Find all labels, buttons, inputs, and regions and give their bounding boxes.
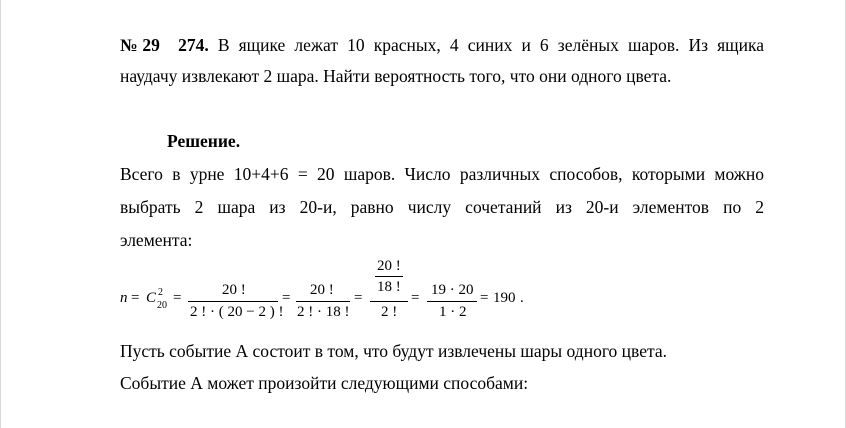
problem-text-1: В ящике лежат 10 красных, 4 синих и 6 зелёных шаров. Из ящика (217, 35, 765, 55)
frac3-bar (370, 301, 408, 302)
formula-lhs: n (120, 290, 128, 306)
formula-eq-2: = (173, 290, 182, 306)
problem-sub-number: 274. (178, 35, 209, 55)
formula-c-sup: 2 (158, 287, 163, 298)
formula-result: 190 (493, 290, 516, 306)
frac4-numerator: 19 · 20 (431, 282, 474, 298)
combination-formula (118, 258, 538, 324)
frac1-numerator: 20 ! (222, 282, 246, 298)
solution-para1-line1: Всего в урне 10+4+6 = 20 шаров. Число различных способов, которыми можно (120, 164, 764, 184)
formula-c-sub: 20 (157, 300, 167, 311)
frac3-denominator: 2 ! (381, 304, 398, 320)
solution-para1-line2: выбрать 2 шара из 20-и, равно числу сочетаний из 20-и элементов по 2 (120, 197, 764, 217)
formula-eq-6: = (480, 290, 489, 306)
frac2-numerator: 20 ! (310, 282, 334, 298)
frac3-inner-numerator: 20 ! (377, 258, 401, 274)
frac4-denominator: 1 · 2 (439, 304, 467, 320)
solution-para3: Событие А может произойти следующими способами: (120, 373, 529, 393)
formula-eq-1: = (131, 290, 140, 306)
solution-para1-line3: элемента: (120, 230, 193, 250)
frac2-bar (296, 301, 350, 302)
solution-para2: Пусть событие А состоит в том, что будут извлечены шары одного цвета. (120, 341, 667, 361)
problem-line-2: наудачу извлекают 2 шара. Найти вероятность того, что они одного цвета. (120, 66, 672, 86)
formula-eq-3: = (282, 290, 291, 306)
formula-eq-4: = (354, 290, 363, 306)
frac2-denominator: 2 ! · 18 ! (297, 304, 350, 320)
frac1-bar (188, 301, 278, 302)
formula-eq-5: = (411, 290, 420, 306)
frac1-denominator: 2 ! · ( 20 − 2 ) ! (190, 304, 284, 320)
frac3-inner-bar (375, 276, 403, 277)
frac4-bar (427, 301, 477, 302)
formula-period: . (520, 290, 524, 306)
frac3-inner-denominator: 18 ! (377, 279, 401, 295)
solution-heading: Решение. (167, 131, 241, 151)
formula-c: C (146, 290, 157, 306)
problem-line-1 (120, 34, 764, 56)
problem-number: №29 (120, 35, 160, 55)
